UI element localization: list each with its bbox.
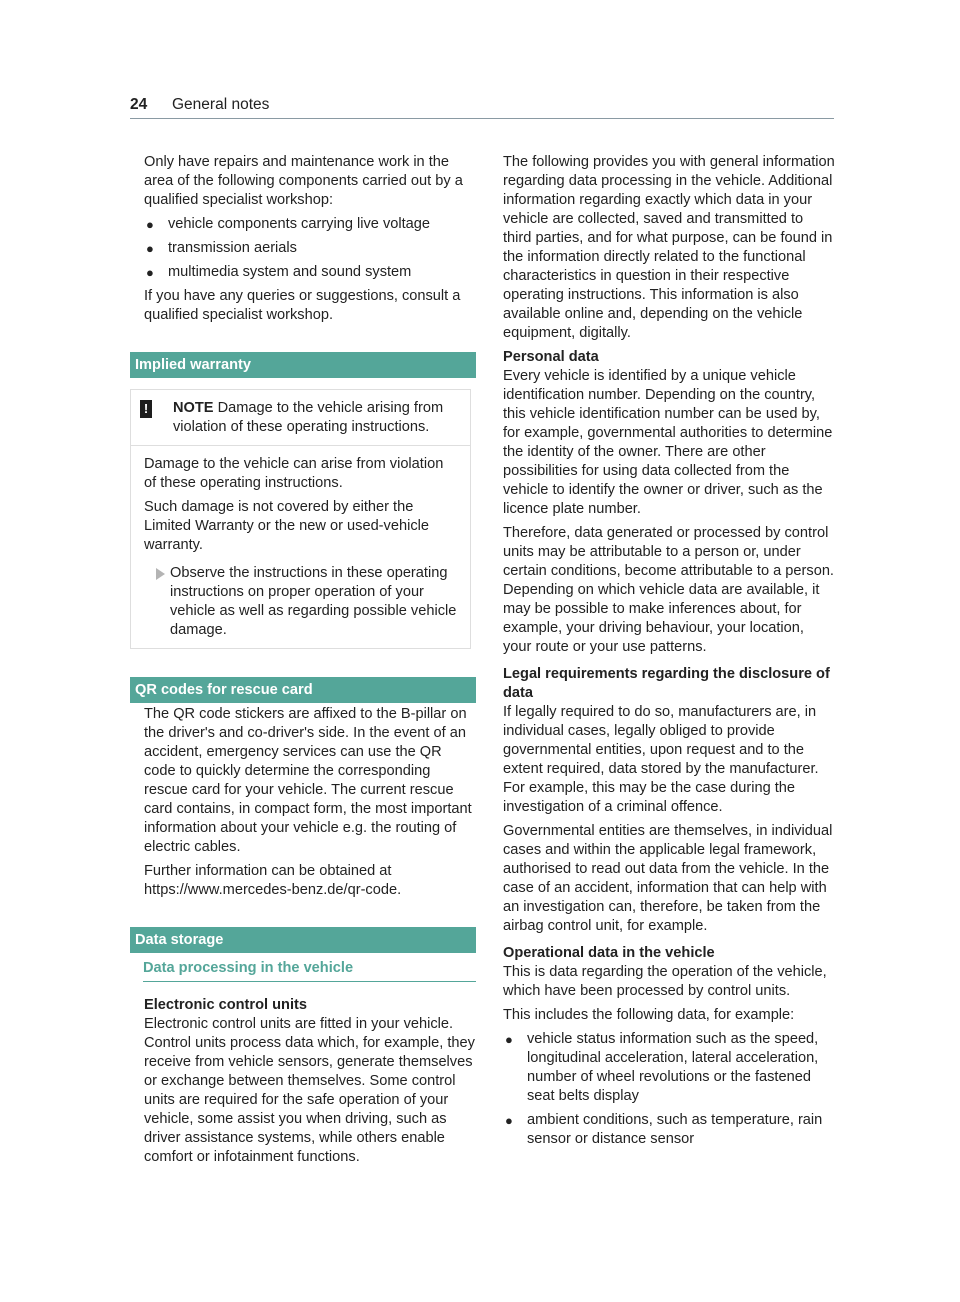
bullet-icon: ●: [146, 265, 154, 280]
personal-data-title: Personal data: [503, 349, 599, 365]
left-column: [135, 153, 476, 1172]
bullet-icon: ●: [146, 241, 154, 256]
operational-list: [503, 1030, 835, 1149]
section-heading-storage: Data storage: [130, 927, 476, 953]
subsection-heading: Data processing in the vehicle: [143, 959, 476, 982]
bullet-icon: ●: [505, 1032, 513, 1047]
page-header: [130, 94, 834, 119]
note-header: [131, 390, 470, 446]
warning-icon: !: [140, 400, 152, 418]
qr-paragraph: The QR code stickers are affixed to the B-pillar on the driver's and co-driver's side. In the event of an accident, emergency services can use the QR code to quickly determine the corresponding rescue card for your vehicle. The current rescue card contains, in compact form, the most important information about your vehicle e.g. the routing of electric cables.: [144, 706, 472, 855]
intro-paragraph: Only have repairs and maintenance work in the area of the following components carried out by a qualified specialist workshop:: [144, 154, 463, 208]
note-label: NOTE: [173, 400, 214, 416]
instruction-text: Observe the instructions in these operating instructions on proper operation of your vehicle as well as regarding possible vehicle damage.: [170, 565, 457, 638]
bullet-icon: ●: [505, 1113, 513, 1128]
operational-data-title: Operational data in the vehicle: [503, 945, 715, 961]
component-list: [144, 215, 476, 282]
operational-paragraph: This is data regarding the operation of the vehicle, which have been processed by control units.: [503, 964, 827, 999]
instruction-step: [144, 564, 458, 640]
section-heading-qr: QR codes for rescue card: [130, 677, 476, 703]
list-item: ● vehicle status information such as the speed, longitudinal acceleration, lateral acceleration, number of wheel revolutions or the fastened seat belts display: [505, 1031, 819, 1104]
list-item: ● vehicle components carrying live voltage: [146, 216, 431, 232]
arrow-right-icon: [156, 568, 165, 580]
qr-link-paragraph: Further information can be obtained at https://www.mercedes-benz.de/qr-code.: [144, 863, 402, 898]
bullet-icon: ●: [146, 217, 154, 232]
legal-paragraph: If legally required to do so, manufacturers are, in individual cases, legally obliged to provide governmental entities, upon request and to the extent required, data stored by the manufacturer. For example, this may be the case during the investigation of a criminal offence.: [503, 704, 819, 815]
legal-title: Legal requirements regarding the disclosure of data: [503, 666, 830, 701]
note-body-paragraph: Such damage is not covered by either the Limited Warranty or the new or used-vehicle warranty.: [144, 499, 429, 553]
note-text: Damage to the vehicle arising from violation of these operating instructions.: [173, 400, 444, 435]
note-box: [130, 389, 471, 649]
page-number: 24: [130, 96, 148, 113]
section-heading-warranty: Implied warranty: [130, 352, 476, 378]
legal-paragraph: Governmental entities are themselves, in individual cases and within the applicable legal framework, authorised to read out data from the vehicle. In the case of an accident, information that can help with an investigation can, therefore, be taken from the airbag control unit, for example.: [503, 823, 833, 934]
note-body-paragraph: Damage to the vehicle can arise from violation of these operating instructions.: [144, 456, 444, 491]
ecu-paragraph: Electronic control units are fitted in your vehicle. Control units process data which, for example, they receive from vehicle sensors, generate themselves or exchange between themselves. Some control units are required for the safe operation of your vehicle, some assist you when driving, such as driver assistance systems, while others enable comfort or infotainment functions.: [144, 1016, 475, 1165]
list-item: ● multimedia system and sound system: [146, 264, 412, 280]
list-item: ● transmission aerials: [146, 240, 297, 256]
list-item: ● ambient conditions, such as temperature, rain sensor or distance sensor: [505, 1112, 823, 1147]
outro-paragraph: If you have any queries or suggestions, consult a qualified specialist workshop.: [144, 288, 461, 323]
operational-paragraph: This includes the following data, for example:: [503, 1007, 795, 1023]
note-body: [131, 446, 470, 648]
intro-paragraph: The following provides you with general information regarding data processing in the vehicle. Additional information regarding exactly which data in your vehicle are collected, saved and transmitted to third parties, and for what purpose, can be found in the information directly related to the functional characteristics in question in their respective operating instructions. This information is also available online and, depending on the vehicle equipment, digitally.: [503, 154, 835, 341]
right-column: [503, 153, 835, 1154]
page-title: General notes: [172, 96, 270, 113]
personal-data-paragraph: Therefore, data generated or processed by control units may be attributable to a person or, under certain conditions, become attributable to a person. Depending on which vehicle data are available, it may be possible to make inferences about, for example, your driving behaviour, your location, your route or your use patterns.: [503, 525, 834, 655]
ecu-title: Electronic control units: [144, 997, 307, 1013]
personal-data-paragraph: Every vehicle is identified by a unique vehicle identification number. Depending on the country, this vehicle identification number can be used by, for example, governmental authorities to determine the identity of the owner. There are other possibilities for using data collected from the vehicle to identify the owner or driver, such as the licence plate number.: [503, 368, 833, 517]
